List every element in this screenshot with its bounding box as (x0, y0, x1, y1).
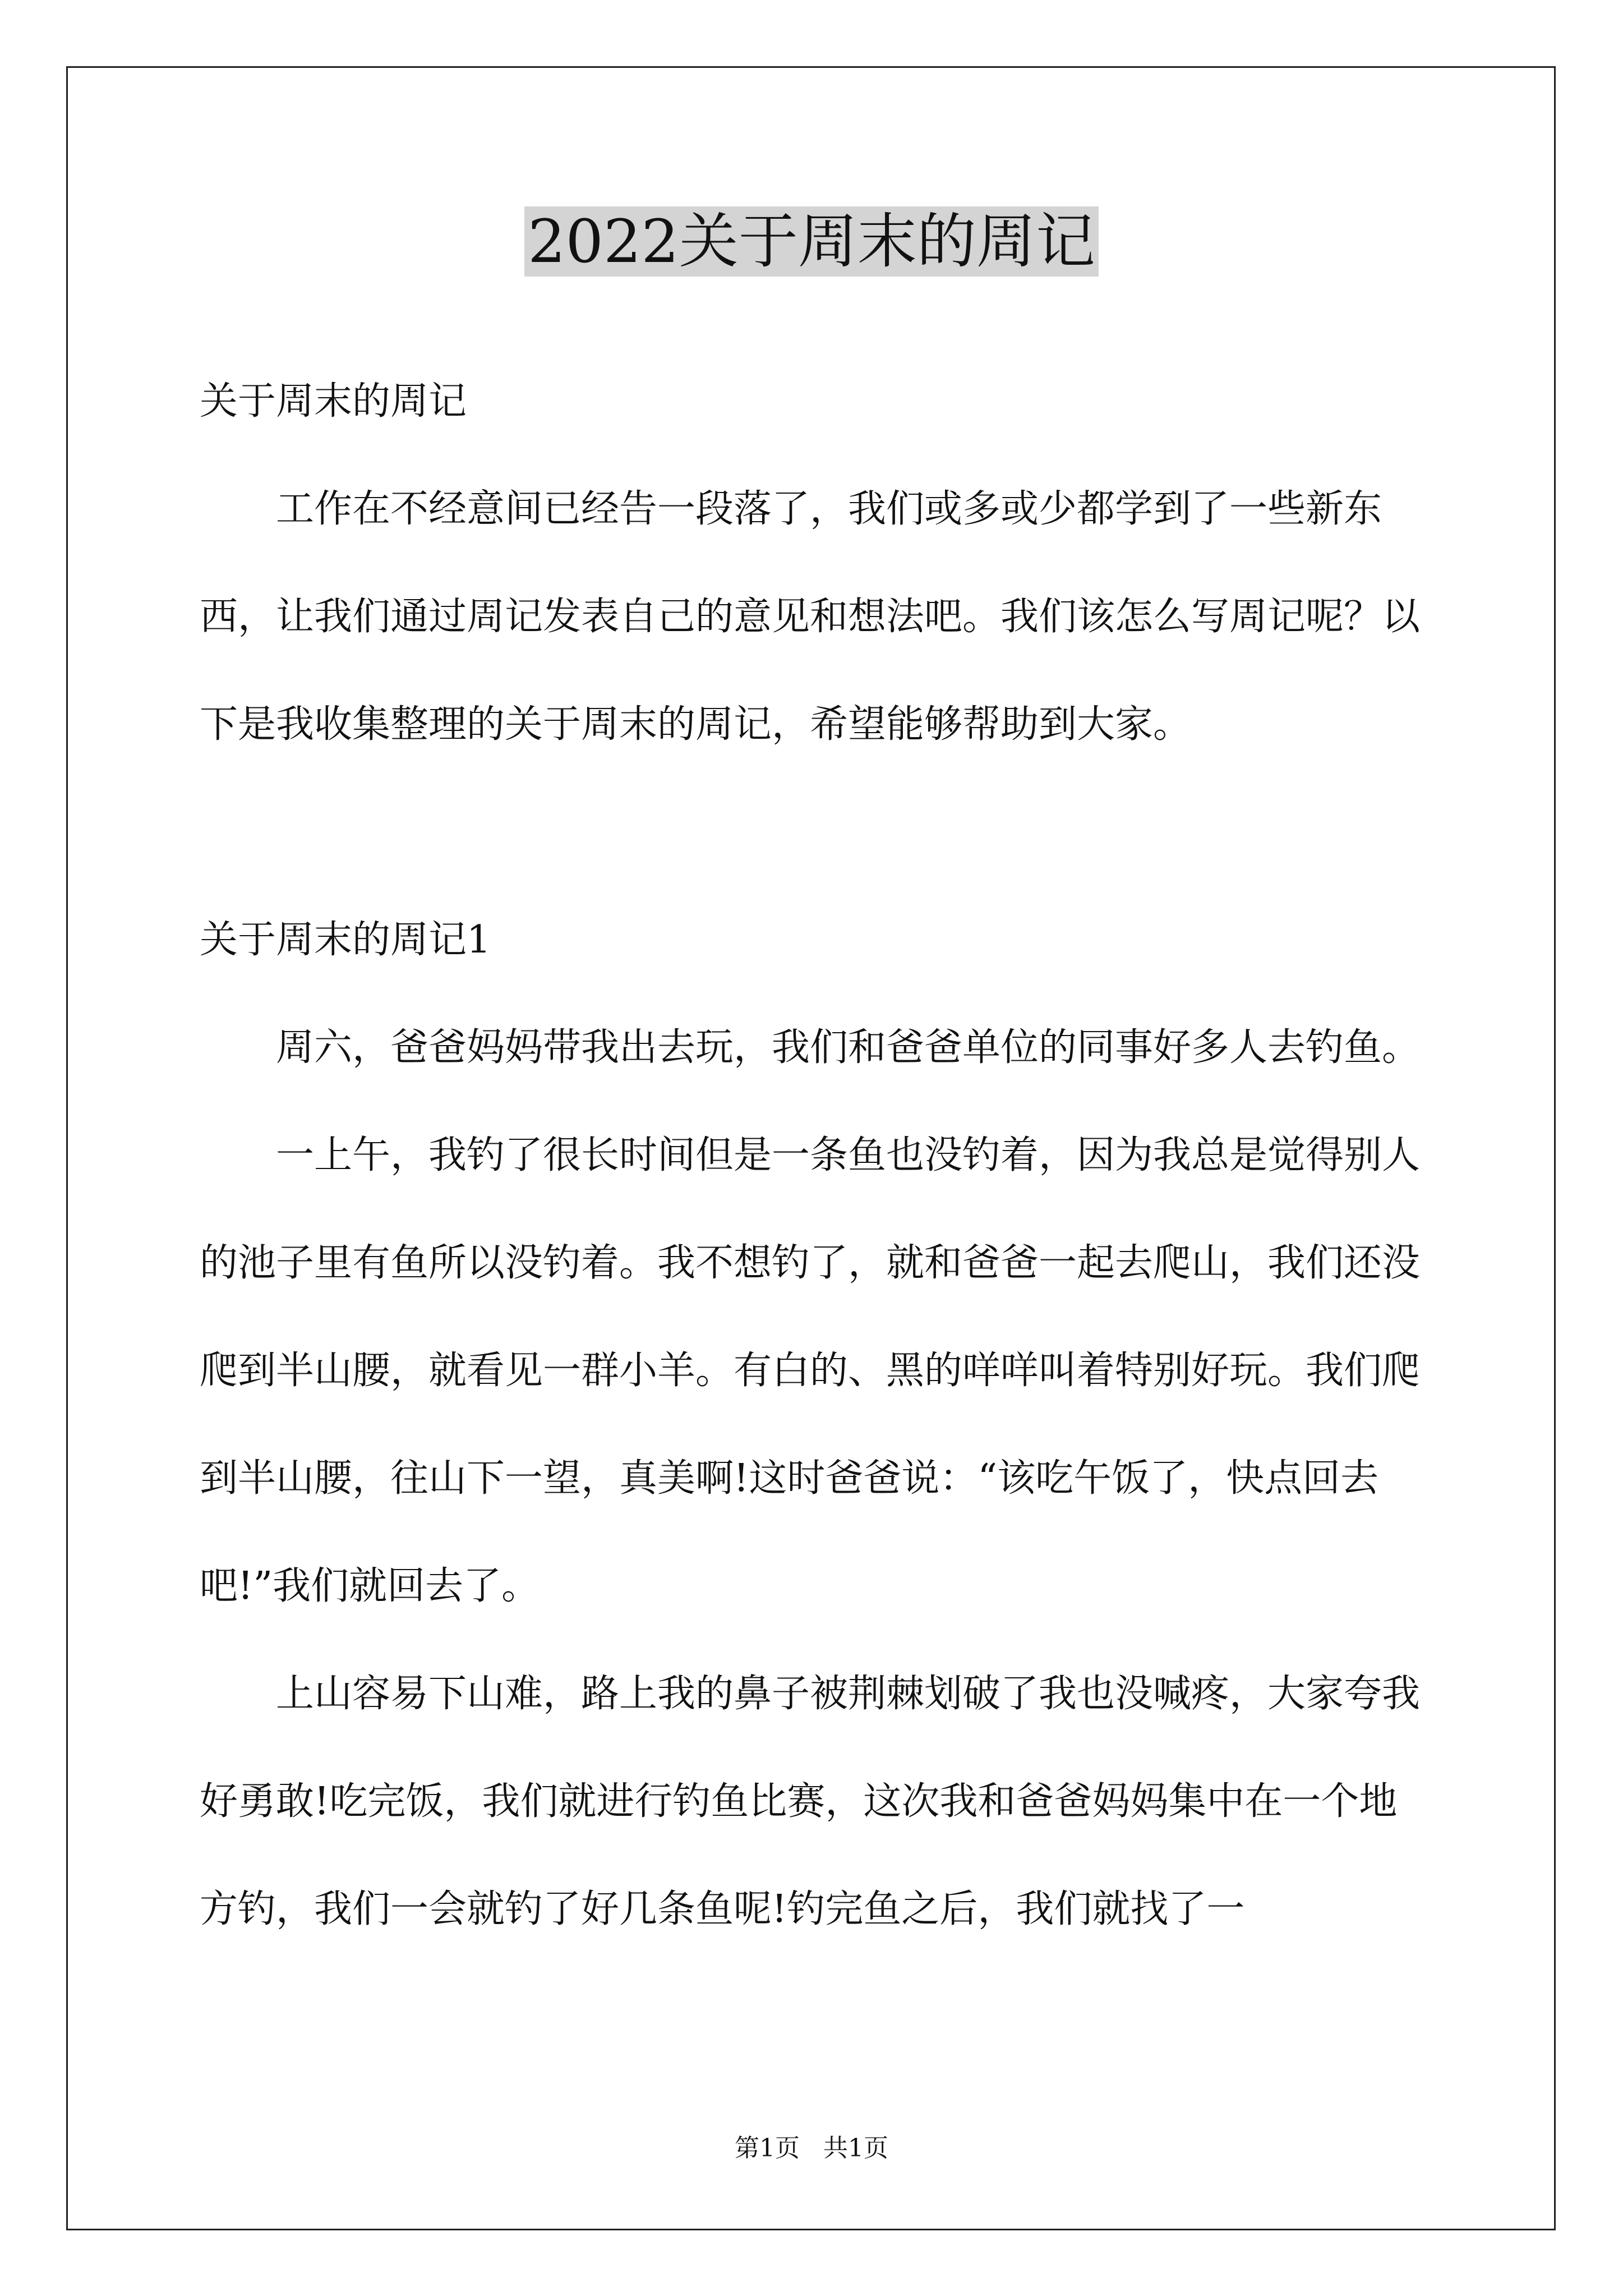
document-body (200, 348, 1428, 1963)
document-title: 2022关于周末的周记 (524, 206, 1099, 277)
section-heading: 关于周末的周记1 (200, 918, 491, 962)
intro-paragraph: 工作在不经意间已经告一段落了，我们或多或少都学到了一些新东西，让我们通过周记发表自己的意见和想法吧。我们该怎么写周记呢？以下是我收集整理的关于周末的周记，希望能够帮助到大家。 (200, 487, 1421, 747)
body-paragraph: 上山容易下山难，路上我的鼻子被荆棘划破了我也没喊疼，大家夸我好勇敢!吃完饭，我们就进行钓鱼比赛，这次我和爸爸妈妈集中在一个地方钓，我们一会就钓了好几条鱼呢!钓完鱼之后，我们就找了一 (200, 1672, 1421, 1931)
page-footer: 第1页 共1页 (735, 2134, 888, 2162)
section-spacer (200, 779, 1428, 886)
body-paragraph: 一上午，我钓了很长时间但是一条鱼也没钓着，因为我总是觉得别人的池子里有鱼所以没钓着。我不想钓了，就和爸爸一起去爬山，我们还没爬到半山腰，就看见一群小羊。有白的、黑的咩咩叫着特别好玩。我们爬到半山腰，往山下一望，真美啊!这时爸爸说：“该吃午饭了，快点回去吧!”我们就回去了。 (200, 1133, 1421, 1608)
body-paragraph: 周六，爸爸妈妈带我出去玩，我们和爸爸单位的同事好多人去钓鱼。 (276, 1025, 1421, 1070)
title-container (0, 206, 1623, 277)
document-subtitle: 关于周末的周记 (200, 379, 467, 424)
